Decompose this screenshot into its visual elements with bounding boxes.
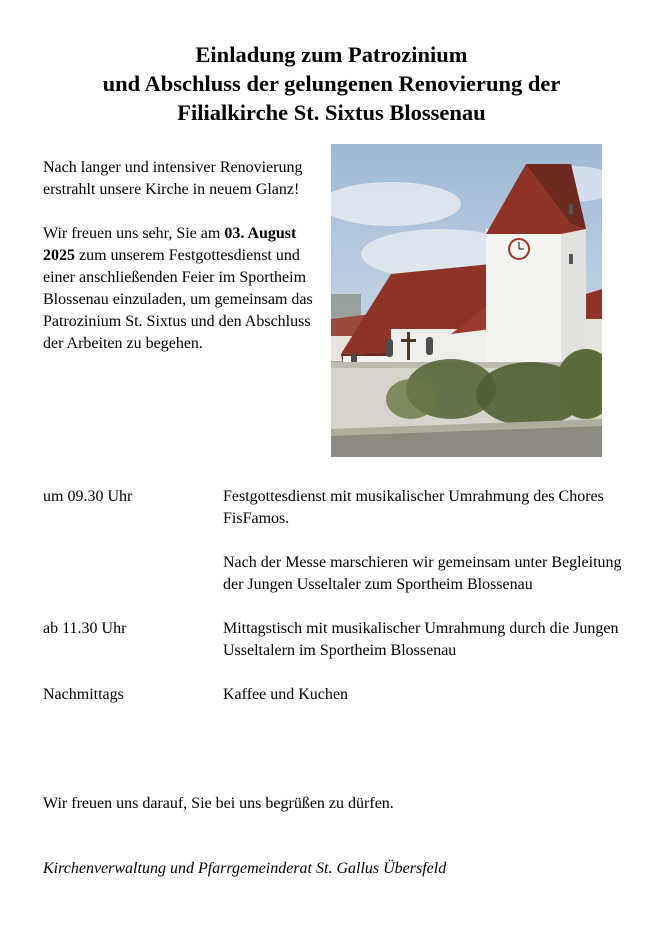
title-line-3: Filialkirche St. Sixtus Blossenau — [177, 100, 486, 125]
intro-paragraph-1: Nach langer und intensiver Renovierung erstrahlt unsere Kirche in neuem Glanz! — [43, 159, 303, 198]
signature: Kirchenverwaltung und Pfarrgemeinderat St. Gallus Übersfeld — [43, 860, 447, 877]
schedule-row — [43, 486, 623, 596]
schedule-line: Festgottesdienst mit musikalischer Umrahmung des Chores FisFamos. — [223, 488, 604, 527]
intro-text — [43, 157, 328, 377]
document-title — [0, 40, 663, 127]
schedule-line: Kaffee und Kuchen — [223, 686, 348, 703]
schedule-time: Nachmittags — [43, 686, 124, 703]
title-line-1: Einladung zum Patrozinium — [195, 42, 468, 67]
title-line-2: und Abschluss der gelungenen Renovierung der — [102, 71, 561, 96]
schedule-time: ab 11.30 Uhr — [43, 620, 127, 637]
closing-text: Wir freuen uns darauf, Sie bei uns begrüßen zu dürfen. — [43, 795, 394, 812]
schedule-description — [223, 684, 623, 706]
schedule-description — [223, 618, 623, 662]
schedule-time: um 09.30 Uhr — [43, 488, 133, 505]
church-photo — [331, 144, 602, 457]
intro-paragraph-2 — [43, 223, 328, 355]
schedule-row — [43, 684, 623, 706]
schedule-row — [43, 618, 623, 662]
schedule — [43, 486, 623, 728]
schedule-description — [223, 486, 623, 596]
intro-text-after-date: zum unserem Festgottesdienst und einer anschließenden Feier im Sportheim Blossenau einzuladen, um gemeinsam das Patrozinium St. Sixtus und den Abschluss der Arbeiten zu begehen. — [43, 247, 313, 352]
intro-text-before-date: Wir freuen uns sehr, Sie am — [43, 225, 225, 242]
schedule-line: Mittagstisch mit musikalischer Umrahmung durch die Jungen Usseltalern im Sportheim Blossenau — [223, 620, 619, 659]
schedule-line: Nach der Messe marschieren wir gemeinsam unter Begleitung der Jungen Usseltaler zum Sportheim Blossenau — [223, 554, 622, 593]
event-date: 03. August 2025 — [43, 225, 297, 264]
